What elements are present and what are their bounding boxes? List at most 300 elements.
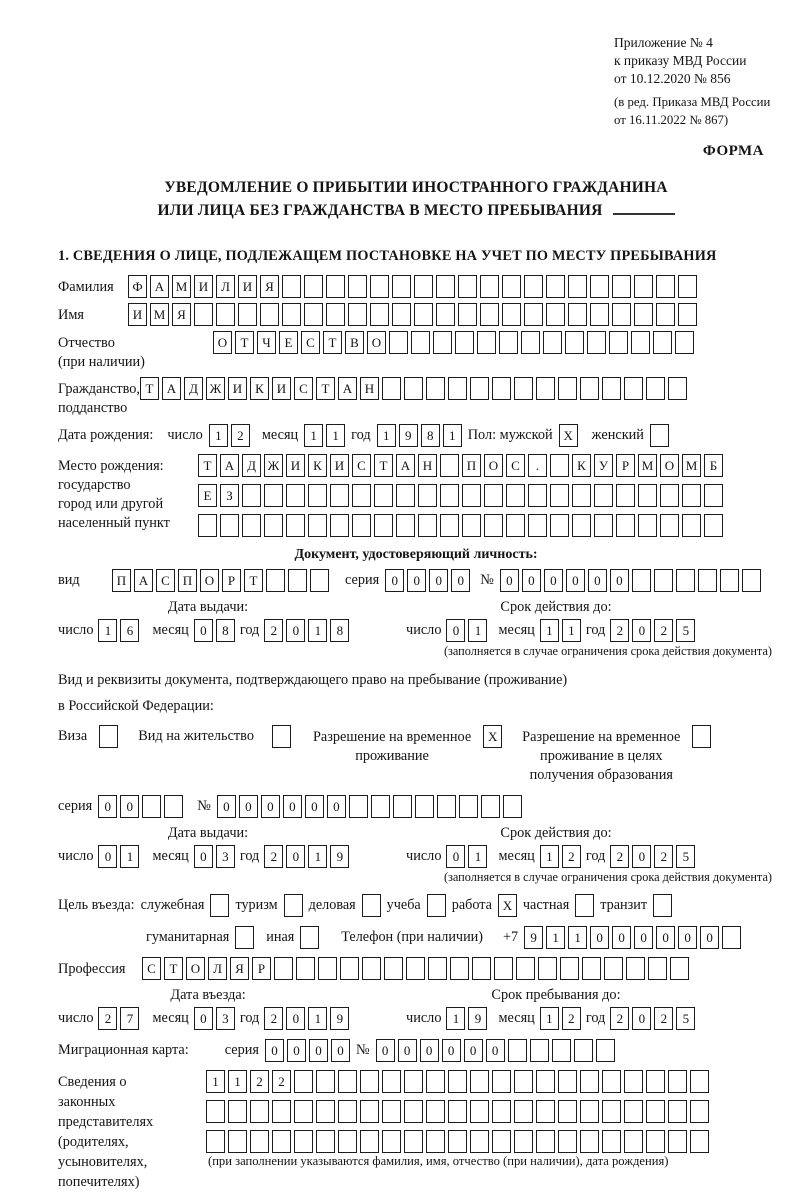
char-box[interactable] xyxy=(374,484,393,507)
char-box[interactable]: Р xyxy=(252,957,271,980)
char-box[interactable] xyxy=(428,957,447,980)
char-box[interactable]: Л xyxy=(208,957,227,980)
char-box[interactable]: 9 xyxy=(468,1007,487,1030)
char-box[interactable] xyxy=(282,303,301,326)
char-box[interactable] xyxy=(594,484,613,507)
char-box[interactable] xyxy=(440,514,459,537)
char-box[interactable] xyxy=(228,1100,247,1123)
char-box[interactable] xyxy=(528,514,547,537)
char-box[interactable] xyxy=(470,1130,489,1153)
char-box[interactable]: З xyxy=(220,484,239,507)
char-box[interactable]: Я xyxy=(260,275,279,298)
char-box[interactable]: 0 xyxy=(420,1039,439,1062)
char-box[interactable] xyxy=(568,275,587,298)
char-box[interactable]: 3 xyxy=(216,845,235,868)
char-box[interactable] xyxy=(216,303,235,326)
char-box[interactable]: 0 xyxy=(407,569,426,592)
char-box[interactable]: 2 xyxy=(231,424,250,447)
char-box[interactable]: 1 xyxy=(308,1007,327,1030)
char-box[interactable]: 1 xyxy=(326,424,345,447)
char-box[interactable] xyxy=(436,275,455,298)
char-box[interactable] xyxy=(316,1100,335,1123)
char-box[interactable] xyxy=(675,331,694,354)
char-box[interactable]: 0 xyxy=(588,569,607,592)
char-box[interactable] xyxy=(308,514,327,537)
char-box[interactable] xyxy=(516,957,535,980)
char-box[interactable] xyxy=(477,331,496,354)
char-box[interactable] xyxy=(492,1100,511,1123)
char-box[interactable] xyxy=(668,377,687,400)
char-box[interactable] xyxy=(720,569,739,592)
char-box[interactable] xyxy=(142,795,161,818)
char-box[interactable]: 1 xyxy=(120,845,139,868)
char-box[interactable] xyxy=(616,514,635,537)
char-box[interactable] xyxy=(330,484,349,507)
char-box[interactable] xyxy=(470,1100,489,1123)
purpose-humanitarian-checkbox[interactable] xyxy=(235,926,254,949)
char-box[interactable] xyxy=(596,1039,615,1062)
char-box[interactable] xyxy=(406,957,425,980)
char-box[interactable] xyxy=(668,1100,687,1123)
char-box[interactable]: Т xyxy=(323,331,342,354)
char-box[interactable] xyxy=(484,484,503,507)
char-box[interactable] xyxy=(514,1070,533,1093)
char-box[interactable]: И xyxy=(330,454,349,477)
char-box[interactable] xyxy=(634,303,653,326)
purpose-commercial-checkbox[interactable] xyxy=(362,894,381,917)
char-box[interactable] xyxy=(690,1130,709,1153)
char-box[interactable]: 2 xyxy=(562,1007,581,1030)
char-box[interactable] xyxy=(396,484,415,507)
char-box[interactable] xyxy=(392,275,411,298)
char-box[interactable] xyxy=(484,514,503,537)
purpose-study-checkbox[interactable] xyxy=(427,894,446,917)
char-box[interactable] xyxy=(646,1100,665,1123)
char-box[interactable]: А xyxy=(220,454,239,477)
char-box[interactable]: 0 xyxy=(305,795,324,818)
char-box[interactable] xyxy=(530,1039,549,1062)
char-box[interactable] xyxy=(536,377,555,400)
char-box[interactable] xyxy=(433,331,452,354)
char-box[interactable] xyxy=(330,514,349,537)
char-box[interactable] xyxy=(572,484,591,507)
char-box[interactable]: Р xyxy=(616,454,635,477)
char-box[interactable] xyxy=(481,795,500,818)
char-box[interactable] xyxy=(198,514,217,537)
char-box[interactable]: И xyxy=(272,377,291,400)
char-box[interactable]: 1 xyxy=(540,619,559,642)
char-box[interactable] xyxy=(624,1130,643,1153)
char-box[interactable]: 1 xyxy=(546,926,565,949)
char-box[interactable]: 0 xyxy=(286,1007,305,1030)
char-box[interactable]: М xyxy=(150,303,169,326)
char-box[interactable]: 5 xyxy=(676,845,695,868)
char-box[interactable] xyxy=(582,957,601,980)
char-box[interactable]: С xyxy=(156,569,175,592)
char-box[interactable] xyxy=(470,377,489,400)
char-box[interactable] xyxy=(450,957,469,980)
char-box[interactable]: 9 xyxy=(399,424,418,447)
char-box[interactable] xyxy=(286,514,305,537)
char-box[interactable]: 0 xyxy=(194,1007,213,1030)
char-box[interactable] xyxy=(602,1100,621,1123)
char-box[interactable]: 8 xyxy=(216,619,235,642)
char-box[interactable]: О xyxy=(186,957,205,980)
char-box[interactable]: 0 xyxy=(98,845,117,868)
char-box[interactable] xyxy=(220,514,239,537)
char-box[interactable]: 1 xyxy=(562,619,581,642)
char-box[interactable]: О xyxy=(213,331,232,354)
char-box[interactable]: 0 xyxy=(327,795,346,818)
char-box[interactable]: 1 xyxy=(98,619,117,642)
char-box[interactable] xyxy=(437,795,456,818)
char-box[interactable]: Т xyxy=(374,454,393,477)
char-box[interactable] xyxy=(384,957,403,980)
char-box[interactable]: 2 xyxy=(610,845,629,868)
char-box[interactable]: 0 xyxy=(194,619,213,642)
char-box[interactable]: 0 xyxy=(239,795,258,818)
char-box[interactable] xyxy=(612,275,631,298)
char-box[interactable]: 0 xyxy=(486,1039,505,1062)
char-box[interactable]: О xyxy=(367,331,386,354)
char-box[interactable]: 2 xyxy=(264,1007,283,1030)
char-box[interactable]: 7 xyxy=(120,1007,139,1030)
char-box[interactable] xyxy=(308,484,327,507)
char-box[interactable]: И xyxy=(194,275,213,298)
char-box[interactable] xyxy=(546,275,565,298)
char-box[interactable]: 0 xyxy=(632,1007,651,1030)
char-box[interactable] xyxy=(502,275,521,298)
char-box[interactable] xyxy=(382,1070,401,1093)
char-box[interactable] xyxy=(264,514,283,537)
char-box[interactable] xyxy=(558,1100,577,1123)
char-box[interactable] xyxy=(552,1039,571,1062)
char-box[interactable] xyxy=(316,1130,335,1153)
char-box[interactable] xyxy=(506,484,525,507)
char-box[interactable] xyxy=(638,514,657,537)
char-box[interactable]: Н xyxy=(360,377,379,400)
char-box[interactable] xyxy=(288,569,307,592)
char-box[interactable]: М xyxy=(682,454,701,477)
char-box[interactable] xyxy=(722,926,741,949)
char-box[interactable] xyxy=(264,484,283,507)
char-box[interactable]: 0 xyxy=(632,845,651,868)
char-box[interactable]: 0 xyxy=(331,1039,350,1062)
char-box[interactable]: И xyxy=(286,454,305,477)
char-box[interactable] xyxy=(646,1130,665,1153)
char-box[interactable] xyxy=(194,303,213,326)
char-box[interactable]: С xyxy=(142,957,161,980)
char-box[interactable] xyxy=(462,484,481,507)
char-box[interactable] xyxy=(506,514,525,537)
char-box[interactable]: 1 xyxy=(468,619,487,642)
char-box[interactable] xyxy=(480,303,499,326)
char-box[interactable] xyxy=(624,1070,643,1093)
char-box[interactable] xyxy=(404,1070,423,1093)
char-box[interactable]: 0 xyxy=(385,569,404,592)
char-box[interactable] xyxy=(426,1100,445,1123)
char-box[interactable]: 0 xyxy=(442,1039,461,1062)
char-box[interactable] xyxy=(370,275,389,298)
char-box[interactable]: И xyxy=(128,303,147,326)
char-box[interactable]: 0 xyxy=(286,619,305,642)
char-box[interactable] xyxy=(349,795,368,818)
char-box[interactable] xyxy=(414,275,433,298)
char-box[interactable] xyxy=(382,377,401,400)
purpose-business-checkbox[interactable] xyxy=(210,894,229,917)
char-box[interactable] xyxy=(448,1130,467,1153)
char-box[interactable] xyxy=(572,514,591,537)
char-box[interactable] xyxy=(436,303,455,326)
char-box[interactable]: 0 xyxy=(464,1039,483,1062)
char-box[interactable]: 1 xyxy=(228,1070,247,1093)
char-box[interactable] xyxy=(415,795,434,818)
char-box[interactable]: С xyxy=(301,331,320,354)
char-box[interactable]: 2 xyxy=(264,845,283,868)
char-box[interactable] xyxy=(250,1130,269,1153)
char-box[interactable] xyxy=(382,1100,401,1123)
char-box[interactable] xyxy=(492,1070,511,1093)
char-box[interactable]: С xyxy=(352,454,371,477)
char-box[interactable] xyxy=(660,514,679,537)
char-box[interactable] xyxy=(404,377,423,400)
char-box[interactable] xyxy=(164,795,183,818)
char-box[interactable] xyxy=(282,275,301,298)
char-box[interactable]: 0 xyxy=(120,795,139,818)
char-box[interactable] xyxy=(448,1100,467,1123)
char-box[interactable] xyxy=(238,303,257,326)
char-box[interactable] xyxy=(274,957,293,980)
char-box[interactable]: А xyxy=(338,377,357,400)
char-box[interactable] xyxy=(521,331,540,354)
char-box[interactable]: 2 xyxy=(610,1007,629,1030)
char-box[interactable] xyxy=(393,795,412,818)
char-box[interactable]: 5 xyxy=(676,619,695,642)
char-box[interactable]: 1 xyxy=(304,424,323,447)
char-box[interactable] xyxy=(250,1100,269,1123)
char-box[interactable]: 9 xyxy=(330,1007,349,1030)
char-box[interactable]: Т xyxy=(198,454,217,477)
char-box[interactable] xyxy=(228,1130,247,1153)
char-box[interactable] xyxy=(524,303,543,326)
char-box[interactable] xyxy=(286,484,305,507)
char-box[interactable]: 3 xyxy=(216,1007,235,1030)
char-box[interactable] xyxy=(348,303,367,326)
char-box[interactable] xyxy=(646,1070,665,1093)
char-box[interactable] xyxy=(338,1130,357,1153)
char-box[interactable]: О xyxy=(200,569,219,592)
char-box[interactable] xyxy=(632,569,651,592)
char-box[interactable] xyxy=(418,484,437,507)
char-box[interactable] xyxy=(360,1100,379,1123)
char-box[interactable] xyxy=(382,1130,401,1153)
char-box[interactable] xyxy=(524,275,543,298)
char-box[interactable] xyxy=(459,795,478,818)
char-box[interactable]: Ж xyxy=(264,454,283,477)
char-box[interactable]: 0 xyxy=(265,1039,284,1062)
char-box[interactable]: 0 xyxy=(446,619,465,642)
char-box[interactable] xyxy=(580,377,599,400)
char-box[interactable] xyxy=(690,1100,709,1123)
char-box[interactable]: 1 xyxy=(446,1007,465,1030)
char-box[interactable]: Ж xyxy=(206,377,225,400)
char-box[interactable]: 0 xyxy=(700,926,719,949)
char-box[interactable] xyxy=(326,275,345,298)
char-box[interactable] xyxy=(440,484,459,507)
char-box[interactable] xyxy=(590,275,609,298)
char-box[interactable] xyxy=(560,957,579,980)
char-box[interactable]: 2 xyxy=(654,845,673,868)
char-box[interactable]: 5 xyxy=(676,1007,695,1030)
char-box[interactable] xyxy=(624,377,643,400)
char-box[interactable] xyxy=(472,957,491,980)
char-box[interactable]: 0 xyxy=(217,795,236,818)
rvp-checkbox[interactable]: X xyxy=(483,725,502,748)
char-box[interactable]: М xyxy=(638,454,657,477)
char-box[interactable]: Л xyxy=(216,275,235,298)
char-box[interactable]: В xyxy=(345,331,364,354)
char-box[interactable]: Е xyxy=(198,484,217,507)
char-box[interactable] xyxy=(404,1100,423,1123)
char-box[interactable] xyxy=(514,1130,533,1153)
char-box[interactable]: Е xyxy=(279,331,298,354)
char-box[interactable]: П xyxy=(178,569,197,592)
char-box[interactable]: 1 xyxy=(540,845,559,868)
char-box[interactable]: 1 xyxy=(568,926,587,949)
char-box[interactable]: О xyxy=(660,454,679,477)
char-box[interactable]: А xyxy=(396,454,415,477)
char-box[interactable] xyxy=(352,484,371,507)
char-box[interactable]: 0 xyxy=(500,569,519,592)
char-box[interactable] xyxy=(458,303,477,326)
char-box[interactable]: Я xyxy=(230,957,249,980)
char-box[interactable] xyxy=(676,569,695,592)
char-box[interactable] xyxy=(338,1100,357,1123)
char-box[interactable]: 0 xyxy=(429,569,448,592)
char-box[interactable] xyxy=(492,377,511,400)
char-box[interactable] xyxy=(316,1070,335,1093)
char-box[interactable] xyxy=(494,957,513,980)
char-box[interactable] xyxy=(594,514,613,537)
residence-permit-checkbox[interactable] xyxy=(272,725,291,748)
char-box[interactable] xyxy=(304,303,323,326)
char-box[interactable] xyxy=(514,377,533,400)
char-box[interactable] xyxy=(678,303,697,326)
char-box[interactable] xyxy=(503,795,522,818)
char-box[interactable] xyxy=(360,1130,379,1153)
char-box[interactable]: Т xyxy=(235,331,254,354)
char-box[interactable] xyxy=(646,377,665,400)
char-box[interactable]: У xyxy=(594,454,613,477)
char-box[interactable] xyxy=(389,331,408,354)
char-box[interactable]: 0 xyxy=(194,845,213,868)
char-box[interactable] xyxy=(392,303,411,326)
char-box[interactable] xyxy=(609,331,628,354)
char-box[interactable] xyxy=(668,1130,687,1153)
char-box[interactable]: 1 xyxy=(206,1070,225,1093)
char-box[interactable] xyxy=(371,795,390,818)
char-box[interactable] xyxy=(678,275,697,298)
char-box[interactable] xyxy=(360,1070,379,1093)
char-box[interactable]: А xyxy=(162,377,181,400)
char-box[interactable] xyxy=(536,1130,555,1153)
char-box[interactable]: 2 xyxy=(264,619,283,642)
purpose-private-checkbox[interactable] xyxy=(575,894,594,917)
char-box[interactable] xyxy=(294,1070,313,1093)
char-box[interactable] xyxy=(602,377,621,400)
char-box[interactable] xyxy=(638,484,657,507)
char-box[interactable]: 2 xyxy=(272,1070,291,1093)
char-box[interactable] xyxy=(682,484,701,507)
char-box[interactable] xyxy=(550,484,569,507)
char-box[interactable]: 0 xyxy=(398,1039,417,1062)
char-box[interactable] xyxy=(558,1070,577,1093)
char-box[interactable] xyxy=(656,275,675,298)
char-box[interactable] xyxy=(590,303,609,326)
char-box[interactable]: И xyxy=(228,377,247,400)
char-box[interactable] xyxy=(352,514,371,537)
char-box[interactable] xyxy=(690,1070,709,1093)
char-box[interactable] xyxy=(260,303,279,326)
char-box[interactable]: 1 xyxy=(308,619,327,642)
char-box[interactable] xyxy=(550,454,569,477)
char-box[interactable]: С xyxy=(506,454,525,477)
char-box[interactable]: А xyxy=(134,569,153,592)
char-box[interactable] xyxy=(418,514,437,537)
char-box[interactable] xyxy=(404,1130,423,1153)
char-box[interactable]: А xyxy=(150,275,169,298)
char-box[interactable]: 2 xyxy=(250,1070,269,1093)
char-box[interactable] xyxy=(296,957,315,980)
char-box[interactable] xyxy=(318,957,337,980)
char-box[interactable] xyxy=(348,275,367,298)
char-box[interactable]: П xyxy=(462,454,481,477)
char-box[interactable]: Ч xyxy=(257,331,276,354)
char-box[interactable] xyxy=(565,331,584,354)
purpose-other-checkbox[interactable] xyxy=(300,926,319,949)
char-box[interactable]: И xyxy=(238,275,257,298)
char-box[interactable]: 0 xyxy=(522,569,541,592)
char-box[interactable] xyxy=(502,303,521,326)
char-box[interactable]: 0 xyxy=(98,795,117,818)
char-box[interactable]: 0 xyxy=(634,926,653,949)
char-box[interactable] xyxy=(514,1100,533,1123)
char-box[interactable]: Т xyxy=(316,377,335,400)
char-box[interactable] xyxy=(206,1100,225,1123)
char-box[interactable] xyxy=(242,514,261,537)
char-box[interactable]: 0 xyxy=(656,926,675,949)
char-box[interactable] xyxy=(538,957,557,980)
char-box[interactable]: 0 xyxy=(632,619,651,642)
char-box[interactable]: 2 xyxy=(562,845,581,868)
char-box[interactable]: Д xyxy=(242,454,261,477)
char-box[interactable] xyxy=(462,514,481,537)
purpose-transit-checkbox[interactable] xyxy=(653,894,672,917)
char-box[interactable] xyxy=(587,331,606,354)
char-box[interactable]: 0 xyxy=(261,795,280,818)
char-box[interactable] xyxy=(206,1130,225,1153)
char-box[interactable]: 9 xyxy=(524,926,543,949)
char-box[interactable]: Р xyxy=(222,569,241,592)
char-box[interactable] xyxy=(470,1070,489,1093)
char-box[interactable]: Ф xyxy=(128,275,147,298)
char-box[interactable] xyxy=(558,377,577,400)
char-box[interactable]: 0 xyxy=(309,1039,328,1062)
char-box[interactable]: 1 xyxy=(377,424,396,447)
male-checkbox[interactable]: X xyxy=(559,424,578,447)
char-box[interactable] xyxy=(480,275,499,298)
char-box[interactable]: 0 xyxy=(446,845,465,868)
